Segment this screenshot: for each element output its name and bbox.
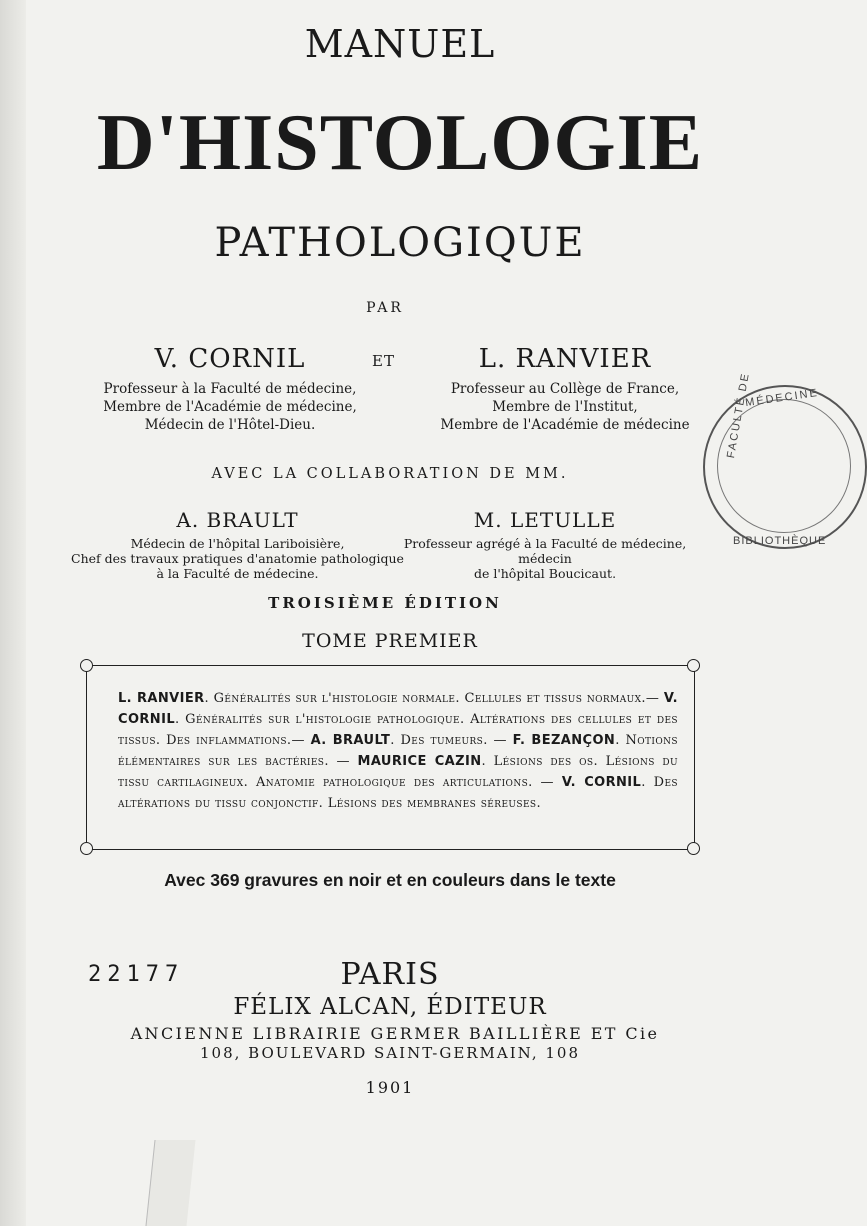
title-line-2: D'HISTOLOGIE — [96, 99, 704, 187]
collaborator-title-line: à la Faculté de médecine. — [156, 566, 319, 581]
contents-author: MAURICE CAZIN — [357, 754, 482, 769]
frame-corner-ornament — [80, 842, 93, 855]
author-title-line: Professeur au Collège de France, — [450, 381, 680, 397]
collaborator-title-line: médecin — [518, 551, 572, 566]
author-title-line: Professeur à la Faculté de médecine, — [103, 381, 357, 397]
author-ranvier — [420, 344, 710, 434]
contents-entry: . Généralités sur l'histologie normale. Cellules et tissus normaux.— — [204, 691, 664, 706]
contents-author: A. BRAULT — [310, 733, 391, 748]
imprint-year: 1901 — [365, 1078, 415, 1097]
by-label: PAR — [366, 300, 404, 316]
contents-entry: . Notions élémentaires sur les bactéries. — — [118, 733, 678, 769]
author-title-line: Médecin de l'Hôtel-Dieu. — [144, 417, 316, 433]
and-label: ET — [372, 352, 395, 370]
contents-author: V. CORNIL — [561, 775, 642, 790]
author-title-line: Membre de l'Institut, — [492, 399, 638, 415]
collaborator-brault — [55, 508, 420, 581]
contents-entry: . Lésions des os. Lésions du tissu cartilagineux. Anatomie pathologique des articulations. — — [118, 754, 678, 790]
collaborator-title-line: Professeur agrégé à la Faculté de médecine, — [403, 536, 687, 551]
stamp-text: MÉDECINE — [744, 386, 820, 410]
frame-corner-ornament — [80, 659, 93, 672]
contents-entry: . Des altérations du tissu conjonctif. Lésions des membranes séreuses. — [118, 775, 678, 811]
collaborator-title-line: de l'hôpital Boucicaut. — [473, 566, 617, 581]
collaborator-title-line: Médecin de l'hôpital Lariboisière, — [130, 536, 345, 551]
contents-text — [118, 688, 678, 814]
author-cornil — [70, 344, 390, 434]
contents-entry: . Généralités sur l'histologie pathologique. Altérations des cellules et des tissus. Des inflammations.— — [118, 712, 678, 748]
author-title-line: Membre de l'Académie de médecine — [440, 417, 690, 433]
imprint-former-name: ANCIENNE LIBRAIRIE GERMER BAILLIÈRE ET Cie — [130, 1024, 660, 1043]
author-name: L. RANVIER — [478, 344, 652, 374]
author-name: V. CORNIL — [154, 344, 306, 374]
author-title-line: Membre de l'Académie de médecine, — [103, 399, 357, 415]
volume-label: TOME PREMIER — [302, 630, 478, 652]
collaborator-letulle — [400, 508, 690, 581]
edition-label: TROISIÈME ÉDITION — [268, 594, 502, 612]
stamp-text: BIBLIOTHÈQUE — [733, 535, 827, 547]
contents-author: F. BEZANÇON — [512, 733, 616, 748]
illustrations-note: Avec 369 gravures en noir et en couleurs dans le texte — [164, 870, 616, 890]
library-stamp — [703, 371, 867, 549]
contents-author: L. RANVIER — [118, 691, 205, 706]
collaborator-title-line: Chef des travaux pratiques d'anatomie pathologique — [71, 551, 404, 566]
frame-corner-ornament — [687, 659, 700, 672]
collaboration-label: AVEC LA COLLABORATION DE MM. — [211, 466, 569, 482]
stamp-text: FACULTÉ DE — [725, 371, 752, 460]
imprint-publisher: FÉLIX ALCAN, ÉDITEUR — [233, 994, 547, 1020]
contents-entry: . Des tumeurs. — — [390, 733, 513, 748]
torn-paper-fold — [145, 1140, 195, 1226]
title-line-1: MANUEL — [304, 22, 496, 66]
frame-corner-ornament — [687, 842, 700, 855]
shelfmark-number: 22177 — [88, 962, 185, 987]
title-line-3: PATHOLOGIQUE — [214, 220, 586, 266]
collaborator-name: A. BRAULT — [176, 508, 299, 532]
imprint-address: 108, BOULEVARD SAINT-GERMAIN, 108 — [199, 1044, 581, 1062]
imprint-city: PARIS — [340, 957, 440, 992]
collaborator-name: M. LETULLE — [473, 508, 617, 532]
contents-author: V. CORNIL — [118, 691, 678, 727]
